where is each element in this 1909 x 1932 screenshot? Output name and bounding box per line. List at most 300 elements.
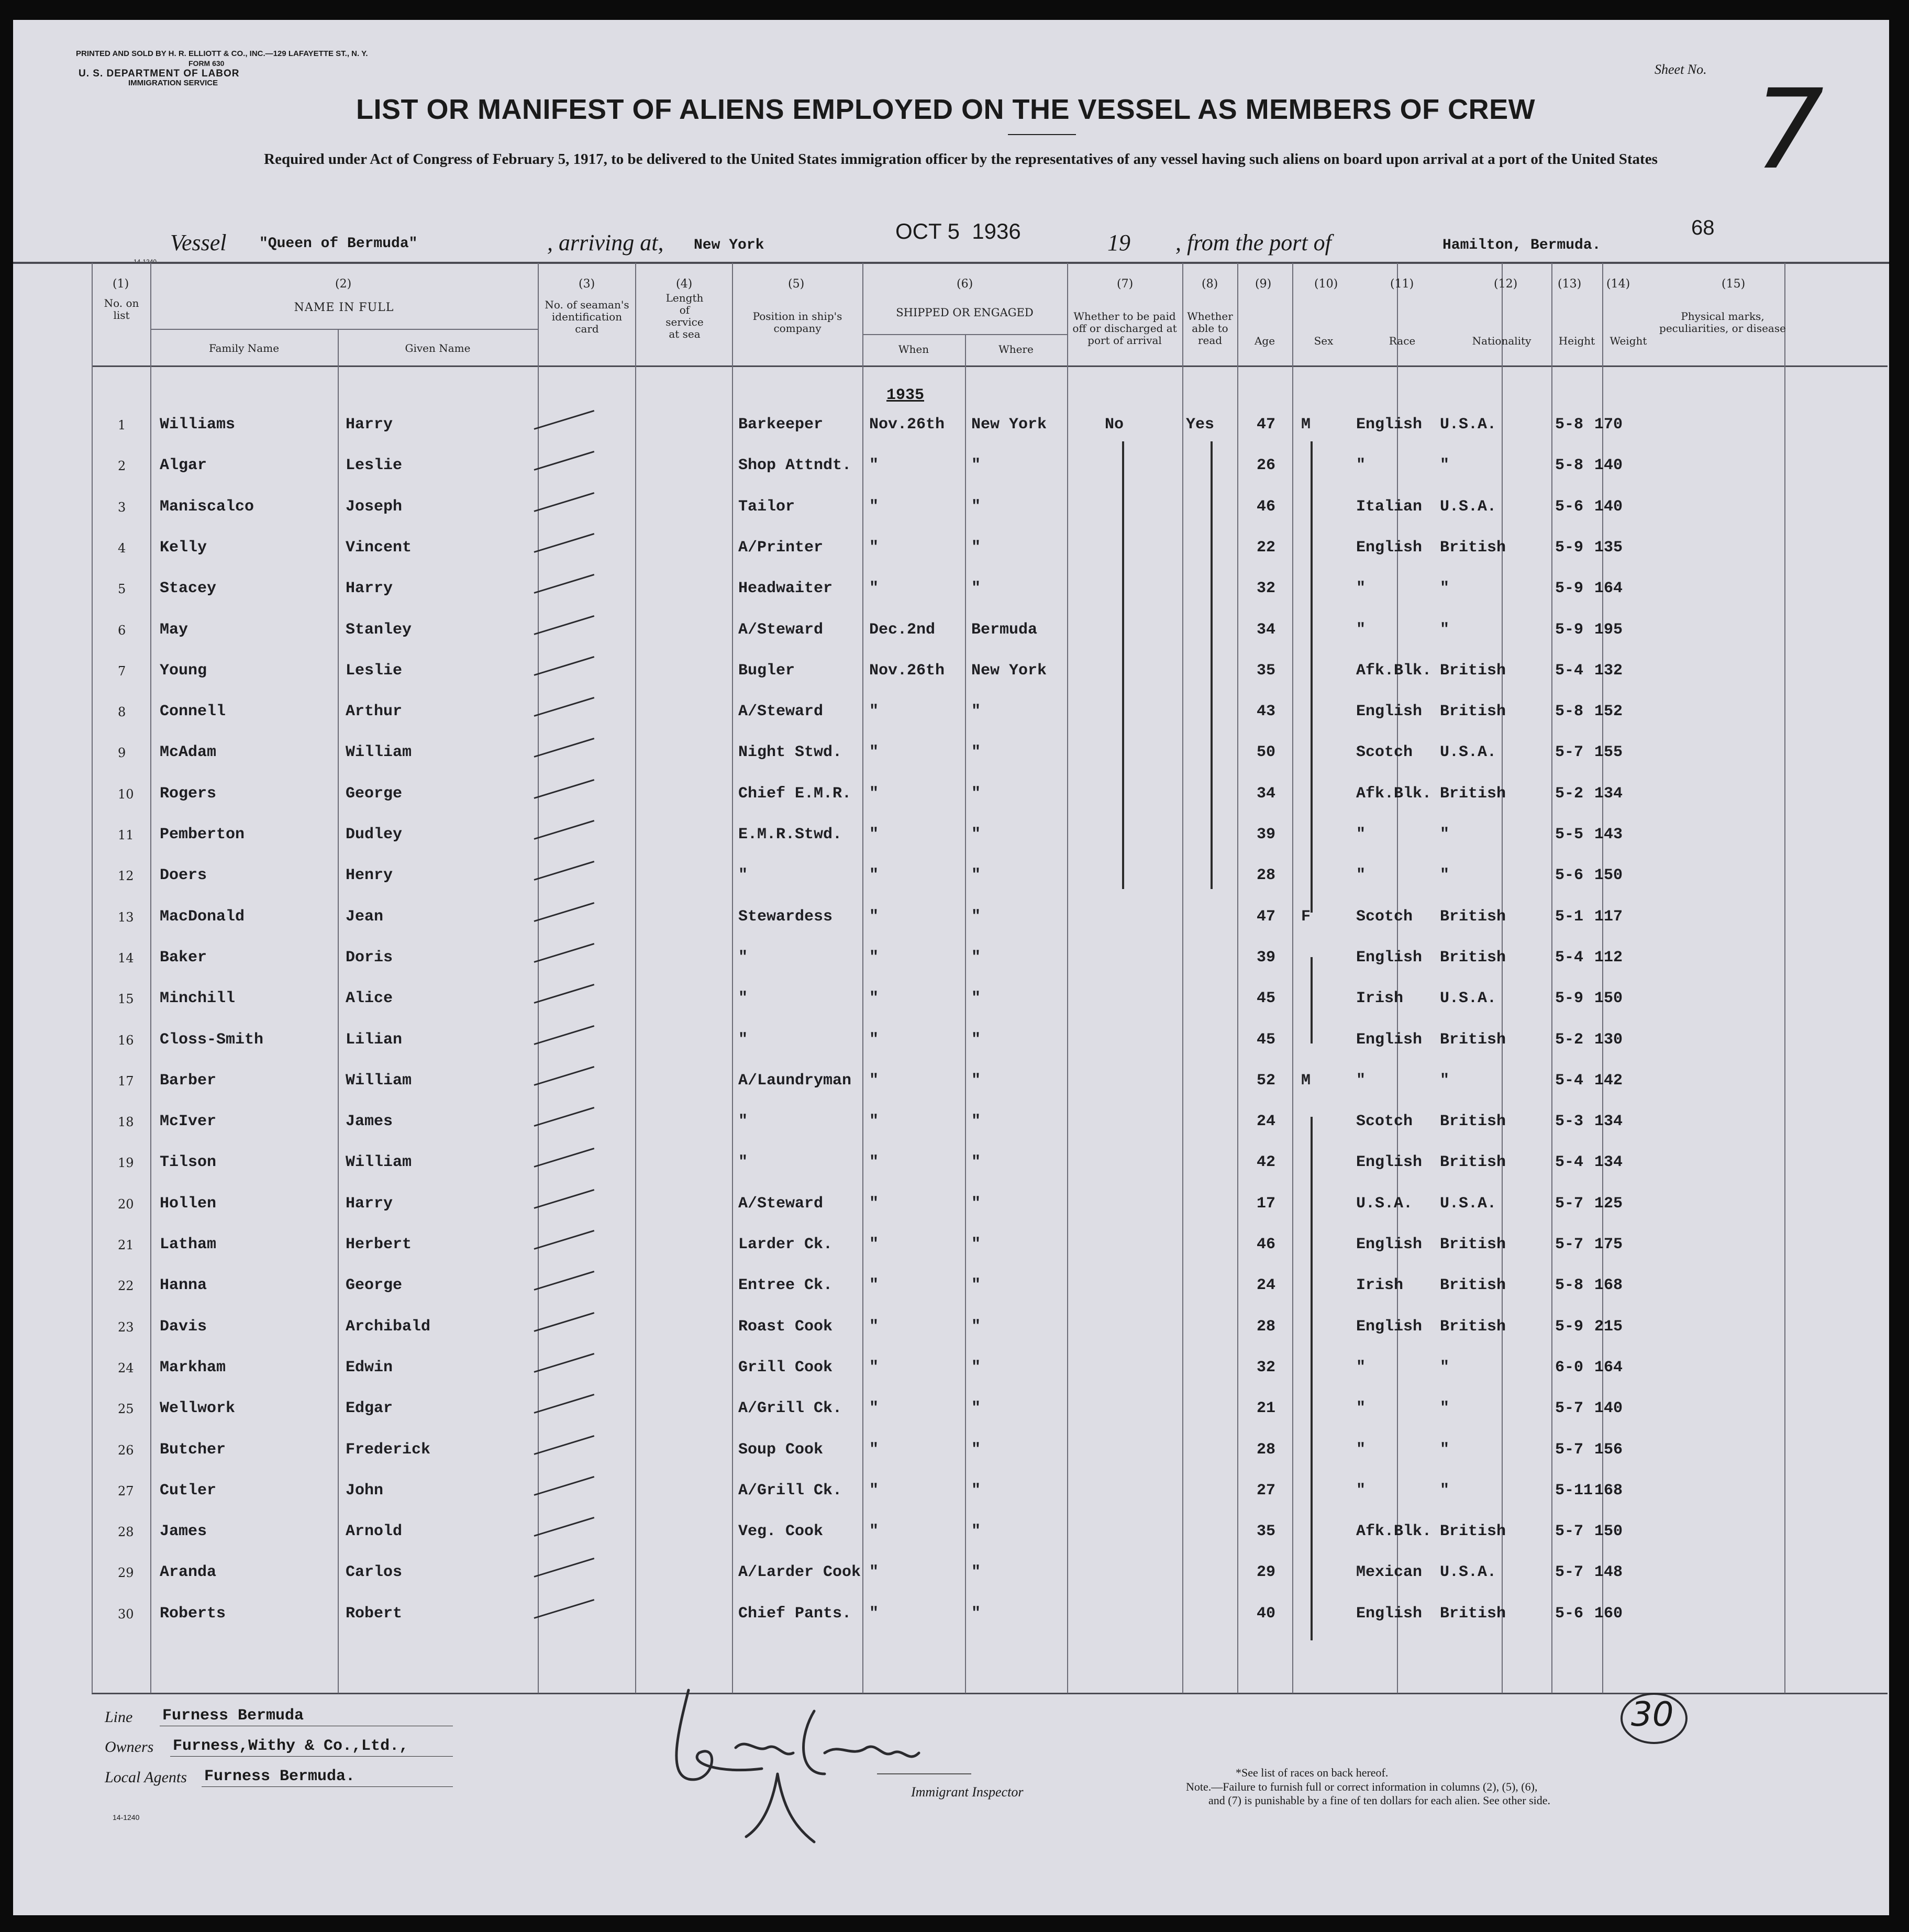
card-check-mark <box>534 1599 595 1619</box>
card-check-mark <box>534 410 595 430</box>
table-row <box>13 654 1889 695</box>
position: Bugler <box>738 661 795 680</box>
family-name: Latham <box>160 1236 217 1253</box>
nationality: " <box>1440 457 1450 475</box>
nationality: British <box>1440 703 1506 721</box>
family-name: Pemberton <box>160 826 245 843</box>
sex: F <box>1301 907 1311 926</box>
card-check-mark <box>534 738 595 758</box>
table-row <box>13 1597 1889 1638</box>
position: Chief E.M.R. <box>738 784 852 803</box>
shipped-where: " <box>971 990 981 1008</box>
weight: 195 <box>1594 620 1623 639</box>
height: 5-9 <box>1555 1317 1584 1336</box>
position: " <box>738 867 748 885</box>
nationality: British <box>1440 784 1506 803</box>
given-name: James <box>346 1113 393 1131</box>
row-number: 30 <box>118 1606 134 1622</box>
able-to-read: Yes <box>1186 416 1215 434</box>
table-row <box>13 1556 1889 1597</box>
row-number: 24 <box>118 1360 134 1375</box>
arriving-port: New York <box>694 237 764 253</box>
col-num-4: (4) <box>676 277 693 291</box>
col-header-6: SHIPPED OR ENGAGED <box>896 306 1034 319</box>
shipped-where: " <box>971 826 981 843</box>
position: " <box>738 1153 748 1172</box>
given-name: Alice <box>346 990 393 1008</box>
age: 52 <box>1257 1071 1276 1090</box>
age: 29 <box>1257 1563 1276 1582</box>
shipped-where: " <box>971 1276 981 1295</box>
family-name: Roberts <box>160 1604 226 1623</box>
table-row <box>13 572 1889 613</box>
height: 5-7 <box>1555 1440 1584 1459</box>
given-name: George <box>346 784 403 803</box>
position: Roast Cook <box>738 1317 833 1336</box>
race: " <box>1356 580 1366 598</box>
height: 5-8 <box>1555 457 1584 475</box>
card-check-mark <box>534 1435 595 1454</box>
paid-ditto-line <box>1122 441 1124 889</box>
row-number: 19 <box>118 1156 134 1171</box>
shipped-when: " <box>869 497 879 516</box>
printer-line: PRINTED AND SOLD BY H. R. ELLIOTT & CO., INC.—129 LAFAYETTE ST., N. Y. <box>76 49 368 58</box>
given-name: Edgar <box>346 1400 393 1418</box>
race: " <box>1356 1481 1366 1500</box>
col-header-4: Length of service at sea <box>665 292 704 340</box>
shipped-when: " <box>869 826 879 843</box>
row-number: 8 <box>118 705 126 720</box>
owners-label: Owners <box>105 1738 154 1756</box>
owners-underline <box>170 1756 453 1757</box>
race: " <box>1356 1358 1366 1376</box>
shipped-where: " <box>971 1604 981 1623</box>
height: 5-6 <box>1555 1604 1584 1623</box>
family-name: Cutler <box>160 1481 217 1500</box>
family-name: Davis <box>160 1317 207 1336</box>
card-check-mark <box>534 533 595 553</box>
position: " <box>738 1030 748 1049</box>
from-port: Hamilton, Bermuda. <box>1442 237 1601 253</box>
weight: 134 <box>1594 1153 1623 1172</box>
weight: 148 <box>1594 1563 1623 1582</box>
nationality: British <box>1440 1153 1506 1172</box>
row-number: 14 <box>118 950 134 965</box>
card-check-mark <box>534 656 595 676</box>
nationality: U.S.A. <box>1440 416 1497 434</box>
race: English <box>1356 1236 1423 1253</box>
shipped-where: New York <box>971 416 1047 434</box>
race: Scotch <box>1356 1113 1413 1131</box>
shipped-where: " <box>971 1153 981 1172</box>
race: English <box>1356 538 1423 557</box>
table-bottom-rule <box>92 1693 1888 1694</box>
age: 28 <box>1257 1317 1276 1336</box>
height: 5-3 <box>1555 1113 1584 1131</box>
col-header-3: No. of seaman's identification card <box>545 298 629 335</box>
shipped-when: " <box>869 1194 879 1213</box>
from-label: , from the port of <box>1175 230 1331 256</box>
height: 5-7 <box>1555 1194 1584 1213</box>
shipped-when: Nov.26th <box>869 416 945 434</box>
nationality: British <box>1440 538 1506 557</box>
row-number: 3 <box>118 499 126 515</box>
table-row <box>13 859 1889 900</box>
shipped-where: " <box>971 1317 981 1336</box>
age: 28 <box>1257 1440 1276 1459</box>
col-header-7: Whether to be paid off or discharged at port of arrival <box>1072 310 1177 347</box>
nationality: British <box>1440 1113 1506 1131</box>
col-num-2: (2) <box>335 277 352 291</box>
family-name: Barber <box>160 1071 217 1090</box>
race: " <box>1356 457 1366 475</box>
given-name: Robert <box>346 1604 403 1623</box>
table-row <box>13 531 1889 572</box>
col-sub-where: Where <box>998 343 1034 356</box>
given-name: Henry <box>346 867 393 885</box>
card-check-mark <box>534 1189 595 1209</box>
height: 5-4 <box>1555 1071 1584 1090</box>
shipped-where: " <box>971 743 981 762</box>
shipped-when: " <box>869 990 879 1008</box>
given-name: Frederick <box>346 1440 431 1459</box>
table-row <box>13 1351 1889 1392</box>
race: English <box>1356 1153 1423 1172</box>
row-number: 13 <box>118 909 134 925</box>
year-header: 1935 <box>886 386 925 404</box>
family-name: Doers <box>160 867 207 885</box>
position: Headwaiter <box>738 580 833 598</box>
weight: 170 <box>1594 416 1623 434</box>
shipped-where: " <box>971 1523 981 1541</box>
age: 32 <box>1257 1358 1276 1376</box>
family-name: Markham <box>160 1358 226 1376</box>
age: 32 <box>1257 580 1276 598</box>
age: 22 <box>1257 538 1276 557</box>
card-check-mark <box>534 820 595 840</box>
given-name: Vincent <box>346 538 412 557</box>
race: Scotch <box>1356 907 1413 926</box>
table-row <box>13 614 1889 654</box>
family-name: Algar <box>160 457 207 475</box>
col-num-8: (8) <box>1202 277 1218 291</box>
col-num-6: (6) <box>957 277 973 291</box>
given-name: Lilian <box>346 1030 403 1049</box>
shipped-when: " <box>869 1440 879 1459</box>
shipped-when: " <box>869 1153 879 1172</box>
race: " <box>1356 1071 1366 1090</box>
shipped-when: " <box>869 703 879 721</box>
age: 46 <box>1257 1236 1276 1253</box>
table-row <box>13 1064 1889 1105</box>
shipped-when: " <box>869 1276 879 1295</box>
given-name: Dudley <box>346 826 403 843</box>
card-check-mark <box>534 574 595 594</box>
nationality: " <box>1440 826 1450 843</box>
family-name: MacDonald <box>160 907 245 926</box>
weight: 215 <box>1594 1317 1623 1336</box>
row-number: 20 <box>118 1196 134 1212</box>
given-name: Edwin <box>346 1358 393 1376</box>
table-row <box>13 1105 1889 1146</box>
table-row <box>13 1269 1889 1310</box>
row-number: 11 <box>118 828 134 842</box>
form-subtitle: Required under Act of Congress of February 5, 1917, to be delivered to the United States immigration officer by the representatives of any vessel having such aliens on board upon arrival at a port of the United States <box>264 151 1658 168</box>
row-number: 16 <box>118 1032 134 1048</box>
row-number: 7 <box>118 663 126 679</box>
shipped-when: " <box>869 1317 879 1336</box>
weight: 152 <box>1594 703 1623 721</box>
nationality: U.S.A. <box>1440 990 1497 1008</box>
shipped-where: " <box>971 907 981 926</box>
nationality: U.S.A. <box>1440 1563 1497 1582</box>
agents-value: Furness Bermuda. <box>204 1768 356 1785</box>
col-header-11: Race <box>1389 335 1416 347</box>
shipped-where: Bermuda <box>971 620 1038 639</box>
family-name: Minchill <box>160 990 236 1008</box>
row-number: 18 <box>118 1115 134 1130</box>
nationality: " <box>1440 1400 1450 1418</box>
sex: M <box>1301 416 1311 434</box>
row-number: 25 <box>118 1402 134 1417</box>
family-name: Hanna <box>160 1276 207 1295</box>
col-num-11: (11) <box>1390 277 1414 291</box>
header-bottom-rule <box>92 365 1888 367</box>
nationality: " <box>1440 1358 1450 1376</box>
sheet-number: 7 <box>1754 65 1824 194</box>
weight: 164 <box>1594 580 1623 598</box>
height: 5-4 <box>1555 661 1584 680</box>
age: 26 <box>1257 457 1276 475</box>
col-header-13: Height <box>1558 335 1595 347</box>
form-title: LIST OR MANIFEST OF ALIENS EMPLOYED ON THE VESSEL AS MEMBERS OF CREW <box>356 94 1536 125</box>
height: 5-7 <box>1555 1236 1584 1253</box>
weight: 168 <box>1594 1481 1623 1500</box>
card-check-mark <box>534 943 595 963</box>
position: Larder Ck. <box>738 1236 833 1253</box>
family-name: James <box>160 1523 207 1541</box>
shipped-when: Dec.2nd <box>869 620 936 639</box>
shipped-where: " <box>971 1030 981 1049</box>
race: " <box>1356 620 1366 639</box>
race: Scotch <box>1356 743 1413 762</box>
nationality: " <box>1440 620 1450 639</box>
position: Entree Ck. <box>738 1276 833 1295</box>
given-name: Harry <box>346 580 393 598</box>
row-number: 26 <box>118 1442 134 1458</box>
position: Soup Cook <box>738 1440 824 1459</box>
shipped-when: " <box>869 1236 879 1253</box>
shipped-when: " <box>869 1604 879 1623</box>
age: 46 <box>1257 497 1276 516</box>
col-num-12: (12) <box>1494 277 1518 291</box>
weight: 168 <box>1594 1276 1623 1295</box>
race: English <box>1356 703 1423 721</box>
position: A/Steward <box>738 1194 824 1213</box>
card-check-mark <box>534 492 595 512</box>
card-check-mark <box>534 1230 595 1250</box>
height: 6-0 <box>1555 1358 1584 1376</box>
col-header-1: No. on list <box>104 297 139 321</box>
table-row <box>13 736 1889 777</box>
age: 47 <box>1257 907 1276 926</box>
line-label: Line <box>105 1708 133 1726</box>
card-check-mark <box>534 1271 595 1291</box>
position: A/Printer <box>738 538 824 557</box>
card-check-mark <box>534 984 595 1004</box>
given-name: Leslie <box>346 457 403 475</box>
shipped-where: " <box>971 1071 981 1090</box>
agents-label: Local Agents <box>105 1769 187 1786</box>
age: 45 <box>1257 1030 1276 1049</box>
weight: 112 <box>1594 948 1623 967</box>
col-sub-family: Family Name <box>208 342 280 354</box>
footer-form-code: 14-1240 <box>113 1813 140 1822</box>
card-check-mark <box>534 1066 595 1086</box>
position: Veg. Cook <box>738 1523 824 1541</box>
position: " <box>738 948 748 967</box>
card-check-mark <box>534 861 595 881</box>
name-sub-rule <box>150 329 538 330</box>
family-name: May <box>160 620 188 639</box>
position: Chief Pants. <box>738 1604 852 1623</box>
family-name: Maniscalco <box>160 497 254 516</box>
table-row <box>13 1434 1889 1474</box>
shipped-where: " <box>971 1113 981 1131</box>
card-check-mark <box>534 1476 595 1496</box>
position: A/Larder Cook <box>738 1563 861 1582</box>
table-row <box>13 1311 1889 1351</box>
sheet-label: Sheet No. <box>1655 62 1707 77</box>
row-number: 9 <box>118 746 126 761</box>
age: 34 <box>1257 784 1276 803</box>
race: English <box>1356 416 1423 434</box>
height: 5-7 <box>1555 1400 1584 1418</box>
family-name: McIver <box>160 1113 217 1131</box>
col-num-10: (10) <box>1314 277 1338 291</box>
shipped-when: " <box>869 1113 879 1131</box>
shipped-when: " <box>869 1030 879 1049</box>
page-reference: 68 <box>1691 216 1715 239</box>
table-row <box>13 449 1889 490</box>
col-header-5: Position in ship's company <box>752 310 842 335</box>
given-name: John <box>346 1481 384 1500</box>
card-check-mark <box>534 1107 595 1127</box>
height: 5-8 <box>1555 416 1584 434</box>
col-num-1: (1) <box>113 277 129 291</box>
col-num-3: (3) <box>579 277 595 291</box>
shipped-where: " <box>971 497 981 516</box>
given-name: William <box>346 1071 412 1090</box>
given-name: Leslie <box>346 661 403 680</box>
table-row <box>13 1392 1889 1433</box>
nationality: " <box>1440 1481 1450 1500</box>
race: Irish <box>1356 990 1404 1008</box>
failure-note-1: Note.—Failure to furnish full or correct information in columns (2), (5), (6), <box>1186 1780 1538 1793</box>
age: 27 <box>1257 1481 1276 1500</box>
table-row <box>13 941 1889 982</box>
shipped-where: " <box>971 1440 981 1459</box>
age: 17 <box>1257 1194 1276 1213</box>
col-header-12: Nationality <box>1472 335 1531 347</box>
col-num-13: (13) <box>1558 277 1582 291</box>
race: Afk.Blk. <box>1356 784 1432 803</box>
table-row <box>13 491 1889 531</box>
vessel-name: "Queen of Bermuda" <box>259 236 418 252</box>
table-row <box>13 408 1889 449</box>
given-name: George <box>346 1276 403 1295</box>
shipped-when: " <box>869 784 879 803</box>
age: 28 <box>1257 867 1276 885</box>
position: Shop Attndt. <box>738 457 852 475</box>
card-check-mark <box>534 1148 595 1168</box>
height: 5-9 <box>1555 990 1584 1008</box>
given-name: Archibald <box>346 1317 431 1336</box>
card-check-mark <box>534 697 595 717</box>
nationality: British <box>1440 948 1506 967</box>
inspector-signature <box>657 1669 982 1852</box>
nationality: British <box>1440 661 1506 680</box>
age: 34 <box>1257 620 1276 639</box>
race: " <box>1356 1400 1366 1418</box>
read-ditto-line <box>1211 441 1213 889</box>
line-value: Furness Bermuda <box>162 1707 304 1725</box>
row-number: 2 <box>118 459 126 474</box>
shipped-where: " <box>971 784 981 803</box>
position: Night Stwd. <box>738 743 842 762</box>
arriving-label: , arriving at, <box>547 230 664 256</box>
shipped-where: New York <box>971 661 1047 680</box>
row-number: 28 <box>118 1525 134 1540</box>
height: 5-6 <box>1555 497 1584 516</box>
shipped-when: " <box>869 743 879 762</box>
height: 5-9 <box>1555 538 1584 557</box>
position: E.M.R.Stwd. <box>738 826 842 843</box>
given-name: Harry <box>346 416 393 434</box>
sex-ditto-line <box>1311 441 1313 913</box>
position: Grill Cook <box>738 1358 833 1376</box>
row-number: 21 <box>118 1238 134 1252</box>
weight: 130 <box>1594 1030 1623 1049</box>
position: A/Steward <box>738 703 824 721</box>
nationality: British <box>1440 1317 1506 1336</box>
height: 5-9 <box>1555 580 1584 598</box>
failure-note-2: and (7) is punishable by a fine of ten dollars for each alien. See other side. <box>1208 1794 1551 1807</box>
table-top-rule <box>13 262 1889 264</box>
age: 50 <box>1257 743 1276 762</box>
height: 5-8 <box>1555 1276 1584 1295</box>
card-check-mark <box>534 615 595 635</box>
weight: 164 <box>1594 1358 1623 1376</box>
weight: 160 <box>1594 1604 1623 1623</box>
given-name: William <box>346 1153 412 1172</box>
shipped-when: " <box>869 1358 879 1376</box>
given-name: Arthur <box>346 703 403 721</box>
age: 21 <box>1257 1400 1276 1418</box>
table-row <box>13 1146 1889 1187</box>
shipped-where: " <box>971 867 981 885</box>
card-check-mark <box>534 451 595 471</box>
weight: 155 <box>1594 743 1623 762</box>
position: A/Grill Ck. <box>738 1400 842 1418</box>
col-num-7: (7) <box>1117 277 1134 291</box>
race: " <box>1356 826 1366 843</box>
card-check-mark <box>534 1394 595 1414</box>
given-name: Joseph <box>346 497 403 516</box>
col-sub-given: Given Name <box>405 342 471 354</box>
shipped-when: " <box>869 907 879 926</box>
family-name: Wellwork <box>160 1400 236 1418</box>
